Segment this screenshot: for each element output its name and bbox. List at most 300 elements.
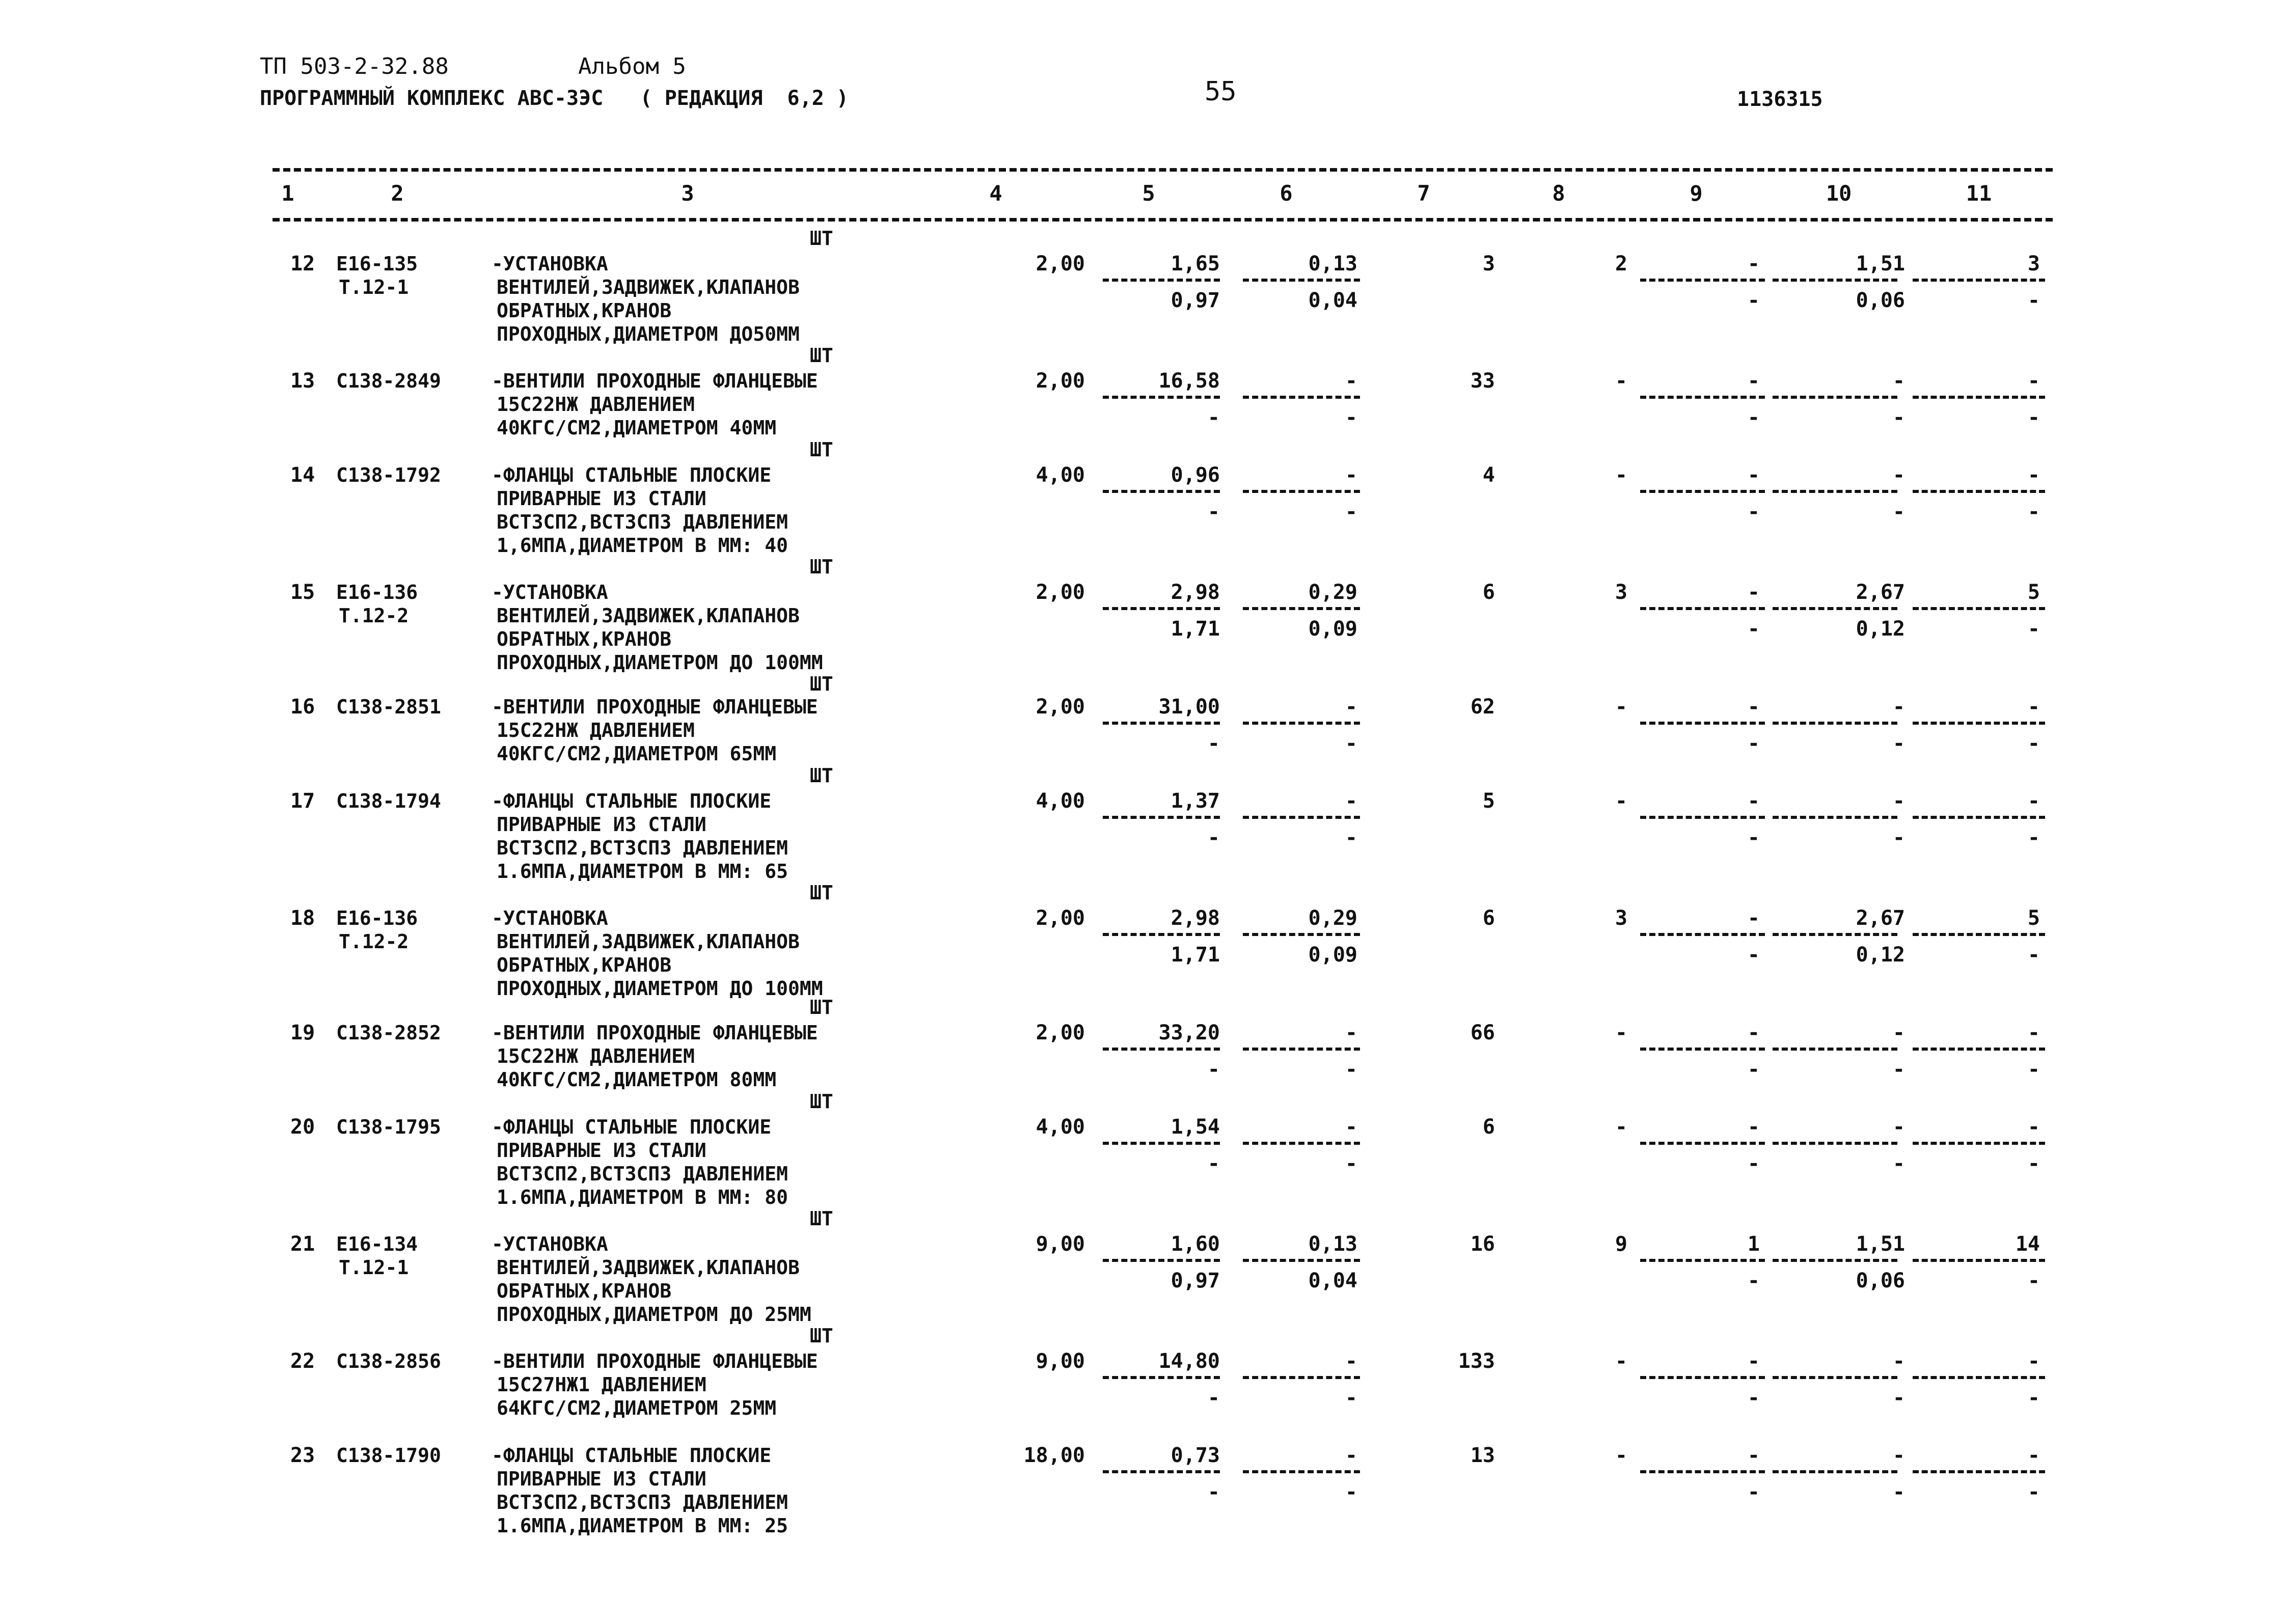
value-separator: [1243, 1259, 1360, 1262]
machine-total-value: -: [1747, 1115, 1760, 1139]
description-line: 1.6МПА,ДИАМЕТРОМ В ММ: 65: [497, 860, 788, 883]
value-separator: [1640, 396, 1765, 399]
value-separator: [1243, 490, 1360, 493]
norm-code: С138-1794: [336, 790, 441, 812]
labor-machine-value: -: [1892, 500, 1905, 524]
labor-unit-value: -: [1892, 1021, 1905, 1044]
value-separator: [1243, 933, 1360, 936]
row-number: 16: [290, 695, 315, 719]
description-line: ВЕНТИЛЕЙ,ЗАДВИЖЕК,КЛАПАНОВ: [497, 1256, 800, 1279]
machine-total-value: -: [1747, 1444, 1760, 1467]
labor-total-value: -: [2027, 695, 2040, 719]
quantity-value: 9,00: [1036, 1350, 1085, 1373]
value-separator: [1243, 1376, 1360, 1379]
description-line: ОБРАТНЫХ,КРАНОВ: [497, 954, 672, 976]
description-line: -ВЕНТИЛИ ПРОХОДНЫЕ ФЛАНЦЕВЫЕ: [492, 696, 818, 718]
norm-code: Т.12-2: [339, 604, 409, 627]
labor-unit-value: -: [1892, 789, 1905, 813]
machine-unit-value: -: [1345, 789, 1357, 813]
value-separator: [1773, 607, 1897, 610]
machine-wages-total-value: -: [1747, 826, 1760, 849]
labor-unit-value: -: [1892, 463, 1905, 487]
col-header-11: 11: [1966, 181, 1992, 206]
value-separator: [1773, 1142, 1897, 1145]
description-line: 40КГС/СМ2,ДИАМЕТРОМ 65ММ: [497, 742, 777, 765]
value-separator: [1243, 607, 1360, 610]
wages-value: -: [1615, 463, 1627, 487]
labor-machine-value: 0,12: [1856, 943, 1905, 967]
value-separator: [1103, 396, 1220, 399]
description-line: ВЕНТИЛЕЙ,ЗАДВИЖЕК,КЛАПАНОВ: [497, 604, 800, 627]
cost-unit-value: 1,60: [1171, 1232, 1220, 1256]
machine-wages-value: -: [1345, 732, 1357, 755]
labor-total-value: -: [2027, 789, 2040, 813]
machine-wages-value: -: [1345, 1386, 1357, 1410]
value-separator: [1640, 279, 1765, 282]
labor-machine-value: -: [1892, 1480, 1905, 1504]
wages-value: 3: [1615, 906, 1627, 930]
labor-machine-value: 0,06: [1856, 289, 1905, 312]
cost-unit-value: 31,00: [1158, 695, 1220, 719]
labor-machine-total-value: -: [2027, 826, 2040, 849]
value-separator: [1243, 1048, 1360, 1051]
row-number: 20: [290, 1115, 315, 1139]
description-line: 1.6МПА,ДИАМЕТРОМ В ММ: 80: [497, 1186, 788, 1208]
cost-unit-value: 0,96: [1171, 463, 1220, 487]
quantity-value: 2,00: [1036, 906, 1085, 930]
machine-total-value: 1: [1747, 1232, 1760, 1256]
wages-unit-value: 0,97: [1171, 289, 1220, 312]
wages-value: -: [1615, 1350, 1627, 1373]
value-separator: [1103, 279, 1220, 282]
description-line: ПРОХОДНЫХ,ДИАМЕТРОМ ДО 100ММ: [497, 977, 823, 1000]
labor-machine-value: -: [1892, 1386, 1905, 1410]
machine-wages-total-value: -: [1747, 732, 1760, 755]
row-number: 21: [290, 1232, 315, 1256]
value-separator: [1640, 1259, 1765, 1262]
wages-value: -: [1615, 1444, 1627, 1467]
wages-value: 3: [1615, 581, 1627, 604]
unit-label: ШТ: [810, 996, 833, 1019]
description-line: -ФЛАНЦЫ СТАЛЬНЫЕ ПЛОСКИЕ: [492, 464, 772, 486]
value-separator: [1103, 1376, 1220, 1379]
labor-total-value: -: [2027, 463, 2040, 487]
unit-label: ШТ: [810, 882, 833, 904]
machine-unit-value: 0,29: [1308, 906, 1357, 930]
wages-value: -: [1615, 1021, 1627, 1044]
value-separator: [1773, 279, 1897, 282]
description-line: ОБРАТНЫХ,КРАНОВ: [497, 628, 672, 650]
value-separator: [1913, 490, 2045, 493]
value-separator: [1640, 722, 1765, 725]
table-header-rule: [273, 218, 2053, 222]
value-separator: [1103, 816, 1220, 819]
norm-code: Е16-136: [336, 907, 418, 929]
description-line: -УСТАНОВКА: [492, 907, 608, 929]
norm-code: Е16-135: [336, 253, 418, 275]
labor-unit-value: -: [1892, 1350, 1905, 1373]
quantity-value: 18,00: [1023, 1444, 1085, 1467]
machine-wages-value: -: [1345, 500, 1357, 524]
machine-unit-value: 0,13: [1308, 1232, 1357, 1256]
labor-machine-value: -: [1892, 406, 1905, 429]
total-cost-value: 62: [1470, 695, 1495, 719]
value-separator: [1640, 1376, 1765, 1379]
description-line: -ВЕНТИЛИ ПРОХОДНЫЕ ФЛАНЦЕВЫЕ: [492, 370, 818, 392]
value-separator: [1913, 816, 2045, 819]
description-line: 15С22НЖ ДАВЛЕНИЕМ: [497, 393, 695, 416]
norm-code: Т.12-2: [339, 930, 409, 953]
quantity-value: 4,00: [1036, 789, 1085, 813]
unit-label: ШТ: [810, 1325, 833, 1347]
quantity-value: 4,00: [1036, 463, 1085, 487]
value-separator: [1773, 396, 1897, 399]
value-separator: [1640, 1048, 1765, 1051]
quantity-value: 2,00: [1036, 369, 1085, 393]
col-header-6: 6: [1280, 181, 1293, 206]
description-line: ВЕНТИЛЕЙ,ЗАДВИЖЕК,КЛАПАНОВ: [497, 276, 800, 298]
unit-label: ШТ: [810, 673, 833, 695]
labor-unit-value: -: [1892, 1115, 1905, 1139]
machine-wages-value: 0,04: [1308, 1269, 1357, 1292]
labor-machine-total-value: -: [2027, 1152, 2040, 1175]
machine-wages-total-value: -: [1747, 1058, 1760, 1081]
machine-total-value: -: [1747, 581, 1760, 604]
description-line: -УСТАНОВКА: [492, 1233, 608, 1255]
wages-unit-value: -: [1207, 1386, 1220, 1410]
machine-unit-value: -: [1345, 1444, 1357, 1467]
description-line: ОБРАТНЫХ,КРАНОВ: [497, 1280, 672, 1302]
description-line: ВСТ3СП2,ВСТ3СП3 ДАВЛЕНИЕМ: [497, 1491, 788, 1513]
labor-machine-value: 0,12: [1856, 617, 1905, 641]
col-header-3: 3: [681, 181, 694, 206]
value-separator: [1773, 1470, 1897, 1473]
col-header-1: 1: [281, 181, 294, 206]
cost-unit-value: 2,98: [1171, 581, 1220, 604]
description-line: -ВЕНТИЛИ ПРОХОДНЫЕ ФЛАНЦЕВЫЕ: [492, 1022, 818, 1044]
value-separator: [1913, 1376, 2045, 1379]
quantity-value: 2,00: [1036, 252, 1085, 276]
labor-machine-value: -: [1892, 826, 1905, 849]
description-line: 15С22НЖ ДАВЛЕНИЕМ: [497, 719, 695, 741]
unit-label: ШТ: [810, 227, 833, 250]
total-cost-value: 3: [1482, 252, 1495, 276]
value-separator: [1913, 396, 2045, 399]
value-separator: [1103, 607, 1220, 610]
total-cost-value: 6: [1482, 906, 1495, 930]
description-line: 40КГС/СМ2,ДИАМЕТРОМ 40ММ: [497, 417, 777, 439]
col-header-8: 8: [1552, 181, 1565, 206]
wages-unit-value: 1,71: [1171, 943, 1220, 967]
value-separator: [1773, 933, 1897, 936]
cost-unit-value: 1,54: [1171, 1115, 1220, 1139]
cost-unit-value: 33,20: [1158, 1021, 1220, 1044]
labor-total-value: -: [2027, 1021, 2040, 1044]
labor-machine-total-value: -: [2027, 1386, 2040, 1410]
value-separator: [1243, 396, 1360, 399]
machine-total-value: -: [1747, 906, 1760, 930]
labor-machine-total-value: -: [2027, 732, 2040, 755]
program-line: ПРОГРАММНЫЙ КОМПЛЕКС АВС-ЗЭС ( РЕДАКЦИЯ 6,2 ): [260, 87, 849, 110]
total-cost-value: 5: [1482, 789, 1495, 813]
description-line: 15С27НЖ1 ДАВЛЕНИЕМ: [497, 1373, 706, 1396]
value-separator: [1103, 1048, 1220, 1051]
description-line: ПРОХОДНЫХ,ДИАМЕТРОМ ДО50ММ: [497, 323, 800, 345]
description-line: ВСТ3СП2,ВСТ3СП3 ДАВЛЕНИЕМ: [497, 1163, 788, 1185]
row-number: 23: [290, 1444, 315, 1467]
total-cost-value: 33: [1470, 369, 1495, 393]
value-separator: [1103, 722, 1220, 725]
labor-machine-total-value: -: [2027, 943, 2040, 967]
unit-label: ШТ: [810, 344, 833, 367]
machine-wages-total-value: -: [1747, 500, 1760, 524]
col-header-2: 2: [391, 181, 404, 206]
labor-machine-total-value: -: [2027, 1269, 2040, 1292]
norm-code: С138-1795: [336, 1116, 441, 1138]
labor-unit-value: -: [1892, 695, 1905, 719]
norm-code: С138-1792: [336, 464, 441, 486]
value-separator: [1103, 1470, 1220, 1473]
description-line: -УСТАНОВКА: [492, 581, 608, 603]
labor-machine-value: -: [1892, 1058, 1905, 1081]
norm-code: Т.12-1: [339, 1256, 409, 1279]
machine-total-value: -: [1747, 789, 1760, 813]
col-header-10: 10: [1826, 181, 1852, 206]
norm-code: Е16-136: [336, 581, 418, 603]
quantity-value: 2,00: [1036, 695, 1085, 719]
cost-unit-value: 1,37: [1171, 789, 1220, 813]
value-separator: [1773, 722, 1897, 725]
machine-wages-value: -: [1345, 1152, 1357, 1175]
description-line: 1,6МПА,ДИАМЕТРОМ В ММ: 40: [497, 534, 788, 557]
unit-label: ШТ: [810, 1090, 833, 1113]
value-separator: [1773, 1259, 1897, 1262]
wages-value: -: [1615, 789, 1627, 813]
row-number: 17: [290, 789, 315, 813]
machine-wages-value: -: [1345, 1480, 1357, 1504]
machine-wages-value: -: [1345, 406, 1357, 429]
value-separator: [1243, 816, 1360, 819]
labor-unit-value: 2,67: [1856, 581, 1905, 604]
cost-unit-value: 1,65: [1171, 252, 1220, 276]
cost-unit-value: 0,73: [1171, 1444, 1220, 1467]
row-number: 12: [290, 252, 315, 276]
norm-code: Т.12-1: [339, 276, 409, 298]
norm-code: С138-2856: [336, 1350, 441, 1372]
labor-total-value: 5: [2027, 581, 2040, 604]
value-separator: [1913, 1048, 2045, 1051]
total-cost-value: 133: [1458, 1350, 1495, 1373]
labor-unit-value: 1,51: [1856, 1232, 1905, 1256]
value-separator: [1913, 1259, 2045, 1262]
value-separator: [1640, 1470, 1765, 1473]
labor-total-value: -: [2027, 1444, 2040, 1467]
machine-wages-total-value: -: [1747, 1152, 1760, 1175]
machine-total-value: -: [1747, 252, 1760, 276]
labor-total-value: -: [2027, 369, 2040, 393]
unit-label: ШТ: [810, 438, 833, 461]
labor-total-value: 3: [2027, 252, 2040, 276]
cost-unit-value: 2,98: [1171, 906, 1220, 930]
labor-total-value: -: [2027, 1115, 2040, 1139]
description-line: -ФЛАНЦЫ СТАЛЬНЫЕ ПЛОСКИЕ: [492, 790, 772, 812]
machine-unit-value: -: [1345, 369, 1357, 393]
machine-unit-value: 0,29: [1308, 581, 1357, 604]
norm-code: С138-2851: [336, 696, 441, 718]
value-separator: [1243, 722, 1360, 725]
quantity-value: 2,00: [1036, 581, 1085, 604]
description-line: ПРОХОДНЫХ,ДИАМЕТРОМ ДО 25ММ: [497, 1303, 811, 1326]
table-top-rule: [273, 168, 2053, 172]
labor-unit-value: 2,67: [1856, 906, 1905, 930]
quantity-value: 4,00: [1036, 1115, 1085, 1139]
description-line: -ФЛАНЦЫ СТАЛЬНЫЕ ПЛОСКИЕ: [492, 1116, 772, 1138]
description-line: ПРИВАРНЫЕ ИЗ СТАЛИ: [497, 813, 706, 836]
album-label: Альбом 5: [578, 53, 686, 79]
description-line: -ФЛАНЦЫ СТАЛЬНЫЕ ПЛОСКИЕ: [492, 1444, 772, 1467]
machine-total-value: -: [1747, 463, 1760, 487]
row-number: 18: [290, 906, 315, 930]
description-line: ПРИВАРНЫЕ ИЗ СТАЛИ: [497, 1468, 706, 1490]
description-line: 15С22НЖ ДАВЛЕНИЕМ: [497, 1045, 695, 1067]
labor-unit-value: 1,51: [1856, 252, 1905, 276]
wages-value: -: [1615, 695, 1627, 719]
cost-unit-value: 16,58: [1158, 369, 1220, 393]
labor-machine-total-value: -: [2027, 617, 2040, 641]
value-separator: [1773, 1048, 1897, 1051]
wages-value: 9: [1615, 1232, 1627, 1256]
machine-wages-value: 0,04: [1308, 289, 1357, 312]
norm-code: С138-2849: [336, 370, 441, 392]
value-separator: [1913, 279, 2045, 282]
machine-wages-value: 0,09: [1308, 617, 1357, 641]
wages-value: -: [1615, 369, 1627, 393]
labor-machine-value: -: [1892, 1152, 1905, 1175]
unit-label: ШТ: [810, 1207, 833, 1230]
machine-unit-value: -: [1345, 1021, 1357, 1044]
col-header-7: 7: [1417, 181, 1430, 206]
machine-wages-value: 0,09: [1308, 943, 1357, 967]
total-cost-value: 4: [1482, 463, 1495, 487]
labor-total-value: 5: [2027, 906, 2040, 930]
machine-wages-total-value: -: [1747, 1269, 1760, 1292]
value-separator: [1243, 1142, 1360, 1145]
wages-unit-value: -: [1207, 1152, 1220, 1175]
unit-label: ШТ: [810, 764, 833, 787]
machine-unit-value: -: [1345, 1115, 1357, 1139]
machine-wages-total-value: -: [1747, 289, 1760, 312]
description-line: 1.6МПА,ДИАМЕТРОМ В ММ: 25: [497, 1515, 788, 1537]
description-line: 40КГС/СМ2,ДИАМЕТРОМ 80ММ: [497, 1068, 777, 1091]
machine-wages-total-value: -: [1747, 1386, 1760, 1410]
value-separator: [1103, 933, 1220, 936]
machine-wages-total-value: -: [1747, 617, 1760, 641]
description-line: ПРОХОДНЫХ,ДИАМЕТРОМ ДО 100ММ: [497, 651, 823, 674]
row-number: 15: [290, 581, 315, 604]
machine-wages-total-value: -: [1747, 406, 1760, 429]
col-header-5: 5: [1142, 181, 1155, 206]
description-line: ВСТ3СП2,ВСТ3СП3 ДАВЛЕНИЕМ: [497, 511, 788, 533]
row-number: 14: [290, 463, 315, 487]
machine-total-value: -: [1747, 1350, 1760, 1373]
total-cost-value: 16: [1470, 1232, 1495, 1256]
labor-machine-total-value: -: [2027, 1480, 2040, 1504]
labor-machine-total-value: -: [2027, 500, 2040, 524]
total-cost-value: 6: [1482, 581, 1495, 604]
value-separator: [1243, 1470, 1360, 1473]
value-separator: [1913, 933, 2045, 936]
machine-wages-total-value: -: [1747, 943, 1760, 967]
value-separator: [1640, 816, 1765, 819]
value-separator: [1913, 1142, 2045, 1145]
labor-machine-total-value: -: [2027, 1058, 2040, 1081]
wages-unit-value: 0,97: [1171, 1269, 1220, 1292]
machine-unit-value: -: [1345, 463, 1357, 487]
value-separator: [1640, 933, 1765, 936]
value-separator: [1640, 1142, 1765, 1145]
quantity-value: 2,00: [1036, 1021, 1085, 1044]
value-separator: [1913, 607, 2045, 610]
description-line: -УСТАНОВКА: [492, 253, 608, 275]
labor-unit-value: -: [1892, 369, 1905, 393]
row-number: 19: [290, 1021, 315, 1044]
labor-machine-total-value: -: [2027, 289, 2040, 312]
labor-machine-total-value: -: [2027, 406, 2040, 429]
value-separator: [1913, 722, 2045, 725]
machine-total-value: -: [1747, 1021, 1760, 1044]
description-line: ПРИВАРНЫЕ ИЗ СТАЛИ: [497, 1139, 706, 1162]
cost-unit-value: 14,80: [1158, 1350, 1220, 1373]
labor-total-value: 14: [2015, 1232, 2040, 1256]
machine-total-value: -: [1747, 695, 1760, 719]
wages-unit-value: -: [1207, 826, 1220, 849]
machine-wages-value: -: [1345, 826, 1357, 849]
norm-code: С138-1790: [336, 1444, 441, 1467]
value-separator: [1913, 1470, 2045, 1473]
value-separator: [1640, 607, 1765, 610]
value-separator: [1773, 1376, 1897, 1379]
wages-unit-value: 1,71: [1171, 617, 1220, 641]
description-line: ОБРАТНЫХ,КРАНОВ: [497, 299, 672, 322]
col-header-9: 9: [1690, 181, 1703, 206]
machine-unit-value: -: [1345, 1350, 1357, 1373]
value-separator: [1103, 490, 1220, 493]
doc-code: ТП 503-2-32.88: [260, 53, 449, 79]
labor-total-value: -: [2027, 1350, 2040, 1373]
value-separator: [1640, 490, 1765, 493]
labor-machine-value: 0,06: [1856, 1269, 1905, 1292]
wages-value: 2: [1615, 252, 1627, 276]
wages-unit-value: -: [1207, 1058, 1220, 1081]
row-number: 13: [290, 369, 315, 393]
total-cost-value: 13: [1470, 1444, 1495, 1467]
wages-unit-value: -: [1207, 1480, 1220, 1504]
wages-unit-value: -: [1207, 406, 1220, 429]
machine-unit-value: -: [1345, 695, 1357, 719]
wages-value: -: [1615, 1115, 1627, 1139]
description-line: -ВЕНТИЛИ ПРОХОДНЫЕ ФЛАНЦЕВЫЕ: [492, 1350, 818, 1372]
value-separator: [1243, 279, 1360, 282]
description-line: ВСТ3СП2,ВСТ3СП3 ДАВЛЕНИЕМ: [497, 837, 788, 859]
labor-machine-value: -: [1892, 732, 1905, 755]
page-number: 55: [1205, 76, 1237, 107]
wages-unit-value: -: [1207, 500, 1220, 524]
description-line: ВЕНТИЛЕЙ,ЗАДВИЖЕК,КЛАПАНОВ: [497, 930, 800, 953]
description-line: 64КГС/СМ2,ДИАМЕТРОМ 25ММ: [497, 1397, 777, 1419]
machine-wages-total-value: -: [1747, 1480, 1760, 1504]
norm-code: С138-2852: [336, 1022, 441, 1044]
row-number: 22: [290, 1350, 315, 1373]
